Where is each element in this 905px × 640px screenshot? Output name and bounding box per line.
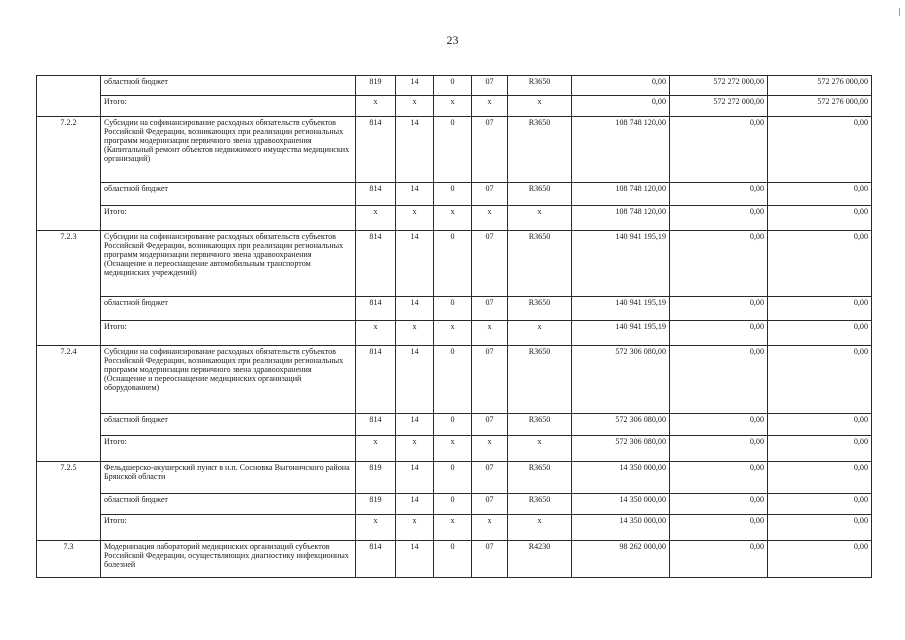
col-section-code: х	[396, 436, 434, 462]
col-program-code: х	[472, 515, 508, 541]
col-amount-year-2: 0,00	[670, 541, 768, 578]
col-admin-code: х	[356, 206, 396, 231]
col-amount-year-3: 0,00	[768, 515, 872, 541]
col-program-code: 07	[472, 117, 508, 183]
row-description: областной бюджет	[101, 76, 356, 96]
row-description: Итого:	[101, 436, 356, 462]
col-target-code: х	[508, 321, 572, 346]
col-amount-year-1: 140 941 195,19	[572, 321, 670, 346]
table-row	[37, 541, 872, 578]
budget-table	[36, 75, 872, 578]
col-subsection-code: 0	[434, 414, 472, 436]
col-target-code: х	[508, 515, 572, 541]
col-admin-code: х	[356, 436, 396, 462]
col-section-code: 14	[396, 346, 434, 414]
col-admin-code: 814	[356, 183, 396, 206]
col-amount-year-3: 0,00	[768, 321, 872, 346]
col-amount-year-1: 14 350 000,00	[572, 515, 670, 541]
col-program-code: 07	[472, 297, 508, 321]
col-admin-code: 819	[356, 76, 396, 96]
col-amount-year-3: 0,00	[768, 297, 872, 321]
col-subsection-code: 0	[434, 494, 472, 515]
col-amount-year-3: 0,00	[768, 117, 872, 183]
col-program-code: 07	[472, 541, 508, 578]
col-section-code: х	[396, 206, 434, 231]
table-row	[37, 117, 872, 183]
col-amount-year-1: 572 306 080,00	[572, 436, 670, 462]
col-section-code: 14	[396, 183, 434, 206]
col-program-code: х	[472, 321, 508, 346]
table-row	[37, 346, 872, 414]
col-admin-code: 814	[356, 541, 396, 578]
col-program-code: 07	[472, 231, 508, 297]
col-target-code: х	[508, 206, 572, 231]
table-row	[37, 494, 872, 515]
col-amount-year-2: 0,00	[670, 206, 768, 231]
col-target-code: R3650	[508, 462, 572, 494]
col-program-code: 07	[472, 494, 508, 515]
col-target-code: R3650	[508, 183, 572, 206]
col-amount-year-3: 0,00	[768, 414, 872, 436]
row-description: областной бюджет	[101, 183, 356, 206]
col-admin-code: 819	[356, 494, 396, 515]
col-target-code: R3650	[508, 297, 572, 321]
row-description: Субсидии на софинансирование расходных обязательств субъектов Российской Федерации, возникающих при реализации региональных программ модернизации первичного звена здравоохранения (Капитальный ремонт объектов недвижимого имущества медицинских организаций)	[101, 117, 356, 183]
col-subsection-code: х	[434, 96, 472, 117]
table-row	[37, 231, 872, 297]
col-amount-year-2: 0,00	[670, 462, 768, 494]
col-amount-year-3: 0,00	[768, 436, 872, 462]
col-admin-code: 819	[356, 462, 396, 494]
col-target-code: R3650	[508, 117, 572, 183]
col-amount-year-2: 0,00	[670, 231, 768, 297]
col-admin-code: 814	[356, 117, 396, 183]
col-amount-year-2: 0,00	[670, 414, 768, 436]
col-program-code: 07	[472, 414, 508, 436]
col-admin-code: х	[356, 515, 396, 541]
col-amount-year-3: 0,00	[768, 462, 872, 494]
row-number-cell: 7.3	[37, 541, 101, 578]
col-amount-year-3: 0,00	[768, 183, 872, 206]
table-row	[37, 436, 872, 462]
col-amount-year-2: 572 272 000,00	[670, 96, 768, 117]
col-amount-year-1: 572 306 080,00	[572, 414, 670, 436]
col-target-code: R3650	[508, 76, 572, 96]
col-amount-year-1: 140 941 195,19	[572, 231, 670, 297]
col-section-code: 14	[396, 297, 434, 321]
table-row	[37, 297, 872, 321]
col-admin-code: 814	[356, 231, 396, 297]
col-section-code: 14	[396, 231, 434, 297]
table-row	[37, 414, 872, 436]
col-program-code: 07	[472, 76, 508, 96]
col-target-code: х	[508, 436, 572, 462]
col-target-code: R4230	[508, 541, 572, 578]
row-number-cell: 7.2.2	[37, 117, 101, 231]
row-description: областной бюджет	[101, 414, 356, 436]
col-amount-year-1: 108 748 120,00	[572, 183, 670, 206]
col-section-code: 14	[396, 76, 434, 96]
page-number: 23	[446, 33, 459, 47]
col-target-code: R3650	[508, 231, 572, 297]
col-subsection-code: 0	[434, 231, 472, 297]
col-admin-code: 814	[356, 297, 396, 321]
row-description: Итого:	[101, 96, 356, 117]
col-amount-year-2: 0,00	[670, 346, 768, 414]
col-subsection-code: х	[434, 436, 472, 462]
col-amount-year-1: 14 350 000,00	[572, 462, 670, 494]
col-target-code: R3650	[508, 346, 572, 414]
col-amount-year-3: 572 276 000,00	[768, 96, 872, 117]
col-admin-code: х	[356, 96, 396, 117]
col-section-code: 14	[396, 494, 434, 515]
col-subsection-code: х	[434, 321, 472, 346]
col-subsection-code: 0	[434, 76, 472, 96]
budget-table-container	[36, 75, 872, 578]
col-amount-year-2: 0,00	[670, 515, 768, 541]
col-admin-code: 814	[356, 346, 396, 414]
col-subsection-code: 0	[434, 346, 472, 414]
col-subsection-code: х	[434, 515, 472, 541]
col-amount-year-3: 0,00	[768, 541, 872, 578]
col-target-code: R3650	[508, 414, 572, 436]
col-section-code: 14	[396, 117, 434, 183]
row-number-cell: 7.2.5	[37, 462, 101, 541]
col-amount-year-3: 0,00	[768, 346, 872, 414]
col-program-code: х	[472, 206, 508, 231]
table-row	[37, 206, 872, 231]
col-amount-year-2: 0,00	[670, 436, 768, 462]
row-number-cell	[37, 76, 101, 117]
row-description: Итого:	[101, 206, 356, 231]
row-description: Итого:	[101, 515, 356, 541]
col-subsection-code: 0	[434, 183, 472, 206]
col-subsection-code: 0	[434, 462, 472, 494]
col-section-code: 14	[396, 462, 434, 494]
col-target-code: х	[508, 96, 572, 117]
row-description: Фельдшерско-акушерский пункт в н.п. Сосновка Выгоничского района Брянской области	[101, 462, 356, 494]
col-subsection-code: х	[434, 206, 472, 231]
col-amount-year-3: 0,00	[768, 206, 872, 231]
table-row	[37, 96, 872, 117]
row-number-cell: 7.2.4	[37, 346, 101, 462]
col-amount-year-1: 108 748 120,00	[572, 206, 670, 231]
col-amount-year-1: 98 262 000,00	[572, 541, 670, 578]
col-amount-year-2: 0,00	[670, 321, 768, 346]
col-amount-year-1: 140 941 195,19	[572, 297, 670, 321]
col-subsection-code: 0	[434, 541, 472, 578]
row-description: областной бюджет	[101, 297, 356, 321]
budget-table-body	[37, 76, 872, 578]
scan-edge-mark	[899, 8, 900, 16]
col-amount-year-1: 14 350 000,00	[572, 494, 670, 515]
col-amount-year-3: 0,00	[768, 231, 872, 297]
table-row	[37, 462, 872, 494]
col-program-code: 07	[472, 183, 508, 206]
col-subsection-code: 0	[434, 117, 472, 183]
row-description: Модернизация лабораторий медицинских организаций субъектов Российской Федерации, осуществляющих диагностику инфекционных болезней	[101, 541, 356, 578]
col-program-code: х	[472, 436, 508, 462]
col-amount-year-1: 108 748 120,00	[572, 117, 670, 183]
col-amount-year-1: 0,00	[572, 96, 670, 117]
col-program-code: 07	[472, 346, 508, 414]
row-description: Итого:	[101, 321, 356, 346]
row-description: Субсидии на софинансирование расходных обязательств субъектов Российской Федерации, возникающих при реализации региональных программ модернизации первичного звена здравоохранения (Оснащение и переоснащение автомобильным транспортом медицинских учреждений)	[101, 231, 356, 297]
table-row	[37, 183, 872, 206]
col-amount-year-1: 0,00	[572, 76, 670, 96]
col-amount-year-2: 0,00	[670, 183, 768, 206]
col-amount-year-2: 572 272 000,00	[670, 76, 768, 96]
row-description: Субсидии на софинансирование расходных обязательств субъектов Российской Федерации, возникающих при реализации региональных программ модернизации первичного звена здравоохранения (Оснащение и переоснащение медицинских организаций оборудованием)	[101, 346, 356, 414]
col-section-code: х	[396, 321, 434, 346]
col-amount-year-2: 0,00	[670, 297, 768, 321]
col-admin-code: 814	[356, 414, 396, 436]
col-amount-year-3: 572 276 000,00	[768, 76, 872, 96]
col-program-code: 07	[472, 462, 508, 494]
col-section-code: х	[396, 515, 434, 541]
col-section-code: 14	[396, 541, 434, 578]
table-row	[37, 76, 872, 96]
table-row	[37, 321, 872, 346]
col-amount-year-2: 0,00	[670, 117, 768, 183]
col-amount-year-2: 0,00	[670, 494, 768, 515]
row-number-cell: 7.2.3	[37, 231, 101, 346]
col-amount-year-1: 572 306 080,00	[572, 346, 670, 414]
row-description: областной бюджет	[101, 494, 356, 515]
col-section-code: 14	[396, 414, 434, 436]
col-admin-code: х	[356, 321, 396, 346]
col-amount-year-3: 0,00	[768, 494, 872, 515]
col-program-code: х	[472, 96, 508, 117]
col-section-code: х	[396, 96, 434, 117]
col-subsection-code: 0	[434, 297, 472, 321]
col-target-code: R3650	[508, 494, 572, 515]
table-row	[37, 515, 872, 541]
